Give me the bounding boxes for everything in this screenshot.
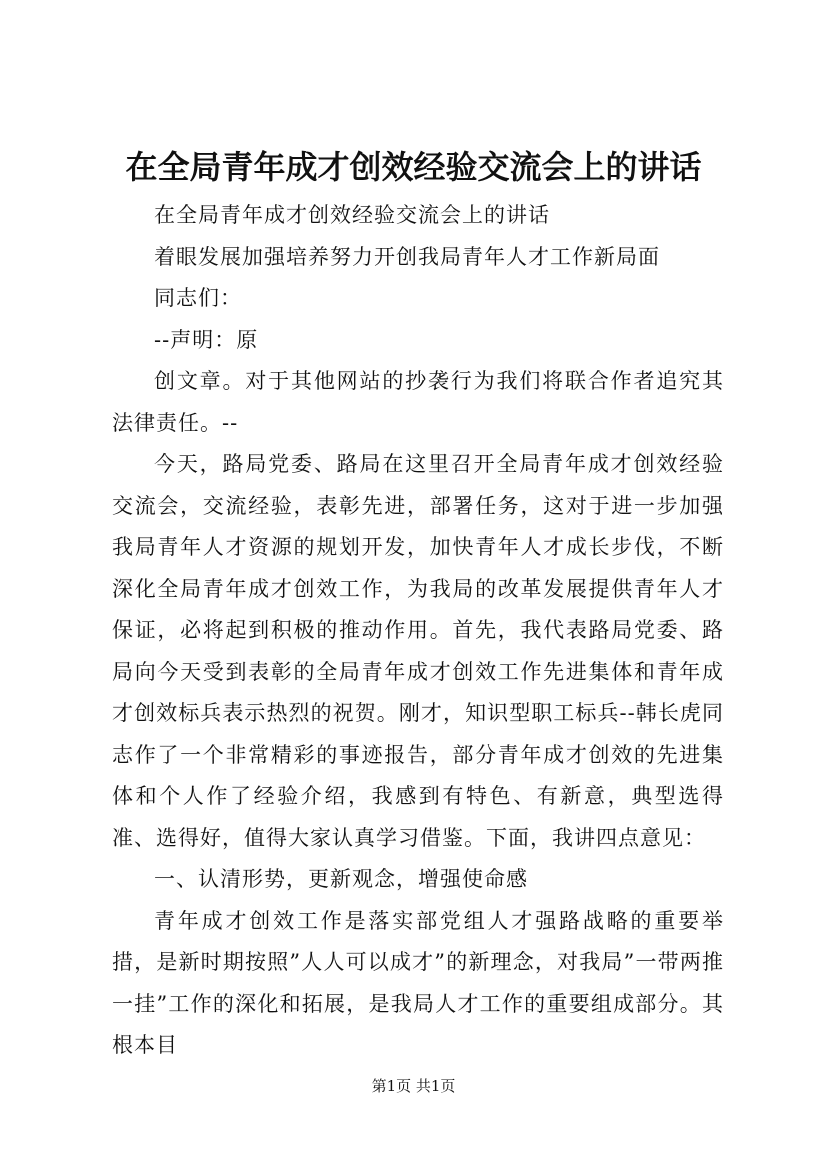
paragraph-copyright: 创文章。对于其他网站的抄袭行为我们将联合作者追究其法律责任。-- — [112, 369, 724, 435]
paragraph-subtitle-repeat: 在全局青年成才创效经验交流会上的讲话 — [154, 203, 550, 227]
document-body — [112, 195, 724, 1067]
paragraph-salutation: 同志们： — [154, 286, 242, 310]
paragraph-statement: --声明：原 — [154, 327, 259, 352]
paragraph-section-body: 青年成才创效工作是落实部党组人才强路战略的重要举措，是新时期按照”人人可以成才”的新理念，对我局”一带两推一挂”工作的深化和拓展，是我局人才工作的重要组成部分。其根本目 — [112, 908, 724, 1057]
document-title: 在全局青年成才创效经验交流会上的讲话 — [125, 148, 702, 186]
paragraph-section-heading: 一、认清形势，更新观念，增强使命感 — [154, 867, 528, 891]
paragraph-opening: 今天，路局党委、路局在这里召开全局青年成才创效经验交流会，交流经验，表彰先进，部署任务，这对于进一步加强我局青年人才资源的规划开发，加快青年人才成长步伐，不断深化全局青年成才创效工作，为我局的改革发展提供青年人才保证，必将起到积极的推动作用。首先，我代表路局党委、路局向今天受到表彰的全局青年成才创效工作先进集体和青年成才创效标兵表示热烈的祝贺。刚才，知识型职工标兵--韩长虎同志作了一个非常精彩的事迹报告，部分青年成才创效的先进集体和个人作了经验介绍，我感到有特色、有新意，典型选得准、选得好，值得大家认真学习借鉴。下面，我讲四点意见： — [112, 452, 724, 850]
page-footer: 第1页 共1页 — [371, 1077, 456, 1095]
paragraph-theme: 着眼发展加强培养努力开创我局青年人才工作新局面 — [154, 244, 660, 269]
